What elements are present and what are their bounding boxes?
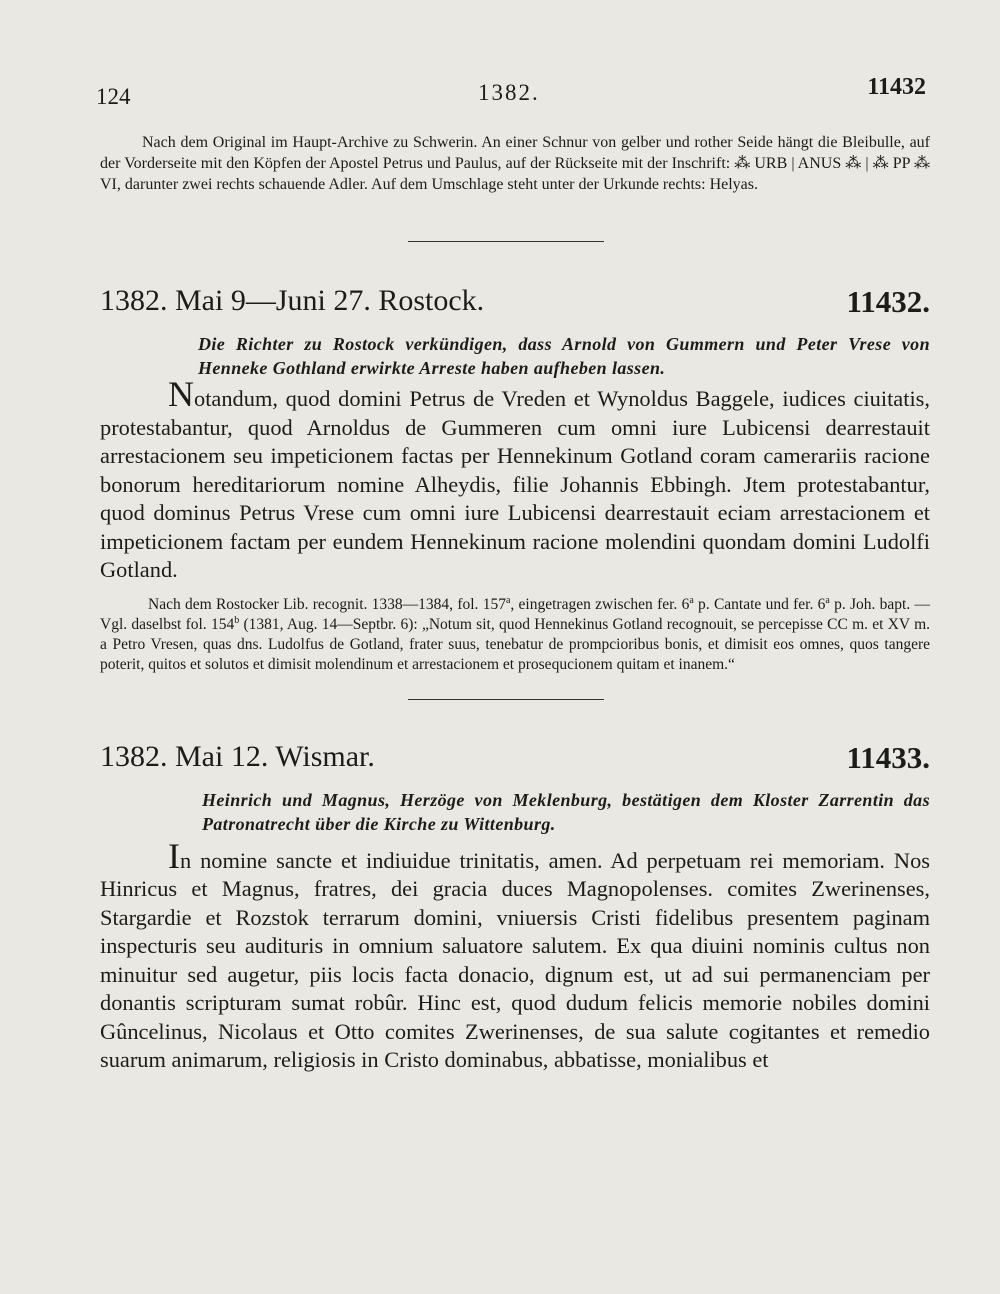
source-note-part: , eingetragen zwischen fer. 6 bbox=[510, 595, 690, 613]
document-heading-11432 bbox=[100, 284, 930, 326]
section-divider bbox=[408, 699, 604, 700]
section-divider bbox=[408, 241, 604, 242]
page-number: 124 bbox=[96, 84, 131, 109]
previous-source-note: Nach dem Original im Haupt-Archive zu Schwerin. An einer Schnur von gelber und rother Seide hängt die Bleibulle, auf der Vorderseite mit den Köpfen der Apostel Petrus und Paulus, auf der Rückseite mit der Inschrift: ⁂ URB | ANUS ⁂ | ⁂ PP ⁂ VI, darunter zwei rechts schauende Adler. Auf dem Umschlage steht unter der Urkunde rechts: Helyas. bbox=[100, 134, 930, 193]
initial-letter: N bbox=[168, 374, 194, 414]
regest-summary: Die Richter zu Rostock verkündigen, dass Arnold von Gummern und Peter Vrese von Henneke Gothland erwirkte Arreste haben aufheben lassen. bbox=[198, 334, 930, 378]
header-year: 1382. bbox=[478, 80, 540, 105]
source-note-part: (1381, Aug. 14—Septbr. 6): „Notum sit, quod Hennekinus Gotland recognouit, se percepisse CC m. et XV m. a Petro Vresen, quas dns. Ludolfus de Gotland, frater suus, tenebatur de prompcioribus bonis, et dimisit eos omnes, quos tangere poterit, quitos et solutos et dimisit molendinum et arrestacionem et prosequcionem quitam et inanem.“ bbox=[100, 615, 931, 673]
document-date: 1382. Mai 12. Wismar. bbox=[100, 739, 375, 773]
document-number: 11433. bbox=[846, 739, 930, 775]
superscript: b bbox=[234, 614, 240, 626]
source-note bbox=[100, 595, 930, 675]
document-page bbox=[96, 70, 931, 1075]
superscript: a bbox=[689, 594, 694, 606]
superscript: a bbox=[505, 594, 511, 606]
document-heading-11433 bbox=[100, 740, 930, 782]
document-text bbox=[100, 835, 930, 1075]
source-note-part: p. Cantate und fer. 6 bbox=[693, 595, 826, 613]
running-header bbox=[96, 70, 930, 110]
initial-letter: I bbox=[168, 835, 180, 876]
source-note-part: Nach dem Rostocker Lib. recognit. 1338—1384, fol. 157 bbox=[148, 595, 506, 613]
document-number: 11432. bbox=[846, 284, 930, 319]
source-note-part: p. Joh. bapt. — Vgl. daselbst fol. 154 bbox=[100, 595, 931, 633]
superscript: a bbox=[825, 594, 830, 606]
header-document-number: 11432 bbox=[867, 74, 926, 100]
document-body: otandum, quod domini Petrus de Vreden et Wynoldus Baggele, iudices ciuitatis, protestabantur, quod Arnoldus de Gummeren cum omni iure Lubicensi dearrestauit arrestacionem seu impeticionem factas per Hennekinum Gotland coram camerariis racione bonorum hereditariorum nomine Alheydis, filie Johannis Ebbingh. Jtem protestabantur, quod dominus Petrus Vrese cum omni iure Lubicensi dearrestauit eciam arrestacionem et impeticionem factam per eundem Hennekinum racione molendini quondam domini Ludolfi Gotland. bbox=[100, 386, 930, 582]
regest-summary: Heinrich und Magnus, Herzöge von Meklenburg, bestätigen dem Kloster Zarrentin das Patronatrecht über die Kirche zu Wittenburg. bbox=[202, 789, 930, 834]
document-body: n nomine sancte et indiuidue trinitatis, amen. Ad perpetuam rei memoriam. Nos Hinricus et Magnus, fratres, dei gracia duces Magnopolenses. comites Zwerinenses, Stargardie et Rozstok terrarum domini, vniuersis Cristi fidelibus presentem paginam inspecturis seu audituris in omnium saluatore salutem. Ex qua diuini nominis cultus non minuitur sed augetur, piis locis facta donacio, dignum est, ut ad sui permanenciam per donantis scripturam sumat robûr. Hinc est, quod dudum felicis memorie nobiles domini Gûncelinus, Nicolaus et Otto comites Zwerinenses, de sua salute cogitantes et remedio suarum animarum, religiosis in Cristo dominabus, abbatisse, monialibus et bbox=[100, 847, 930, 1072]
document-date: 1382. Mai 9—Juni 27. Rostock. bbox=[100, 284, 485, 317]
document-text bbox=[100, 374, 930, 585]
